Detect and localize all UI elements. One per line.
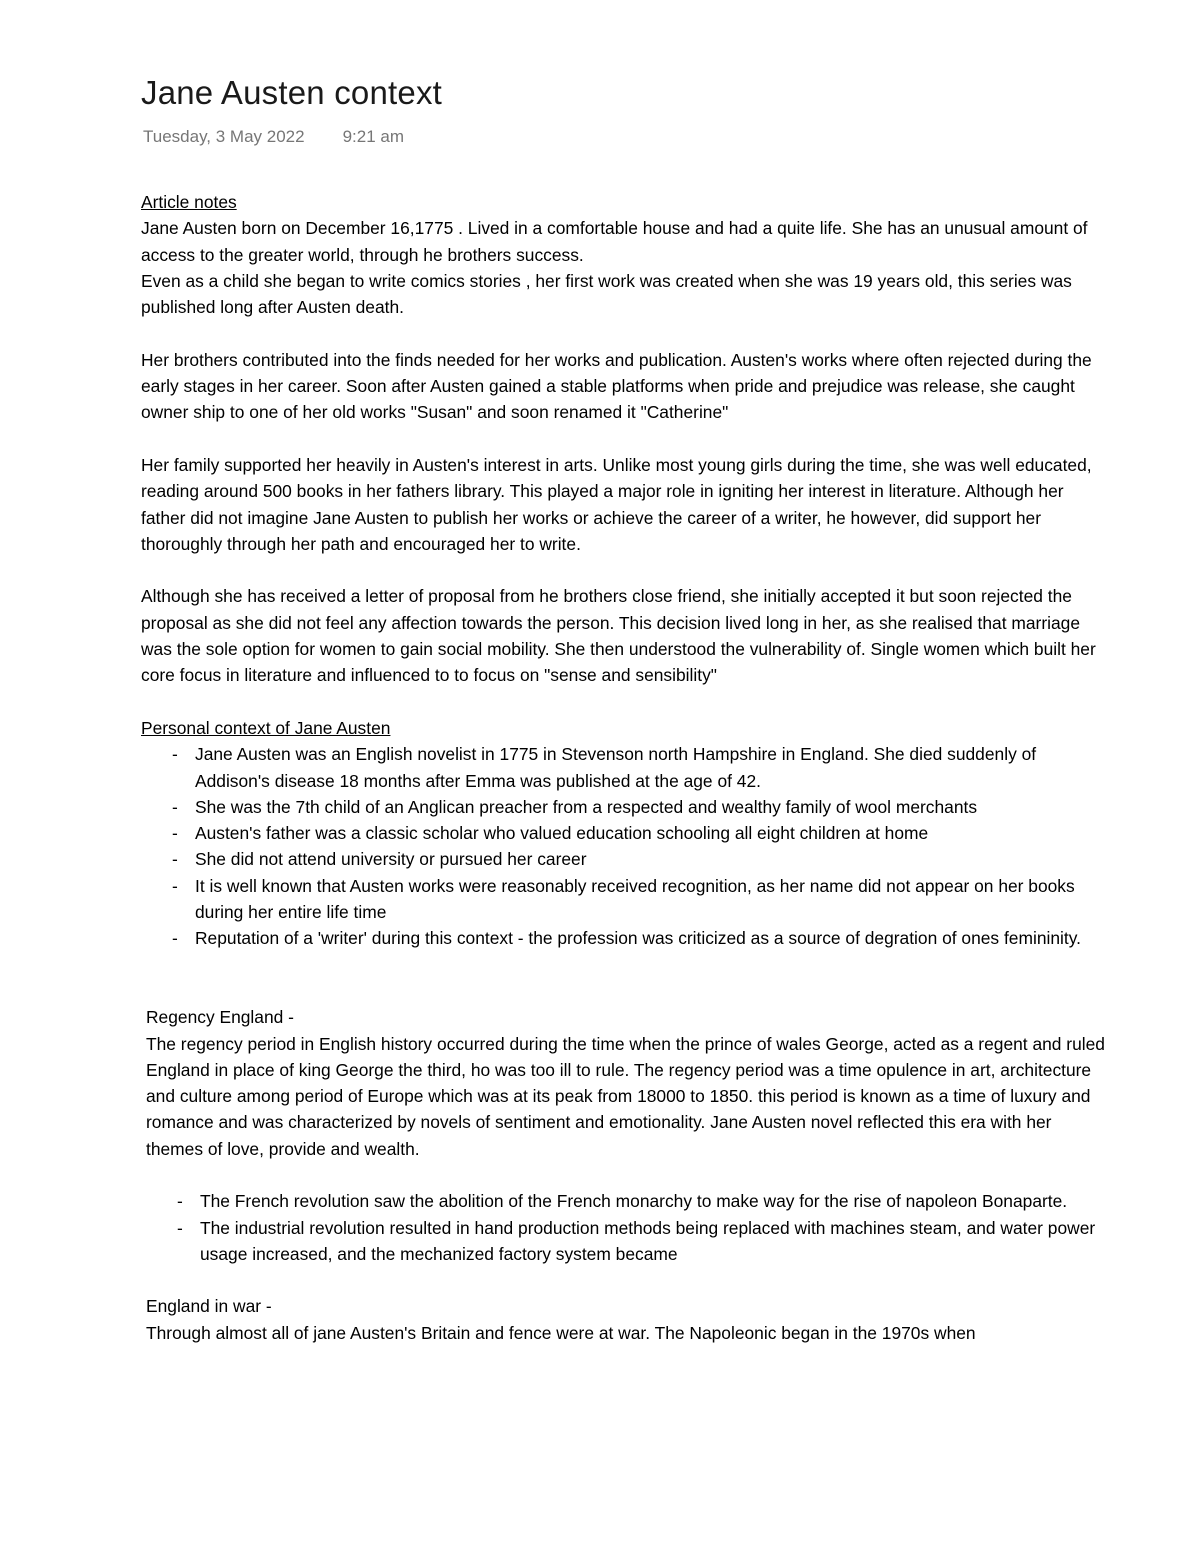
- war-paragraph: Through almost all of jane Austen's Britain and fence were at war. The Napoleonic began in the 1970s when: [146, 1322, 976, 1343]
- list-item: - The French revolution saw the abolition of the French monarchy to make way for the rise of napoleon Bonaparte.: [200, 1188, 1111, 1214]
- spacer: [141, 320, 1111, 346]
- spacer: [141, 557, 1111, 583]
- regency-section: [141, 1004, 1111, 1346]
- article-notes-paragraph: Even as a child she began to write comics stories , her first work was created when she was 19 years old, this series was published long after Austen death.: [141, 270, 1072, 318]
- regency-paragraph: The regency period in English history occurred during the time when the prince of wales George, acted as a regent and ruled England in place of king George the third, ho was too ill to rule. The regency period was a time opulence in art, architecture and culture among period of Europe which was at its peak from 18000 to 1850. this period is known as a time of luxury and romance and was characterized by novels of sentiment and emotionality. Jane Austen novel reflected this era with her themes of love, provide and wealth.: [146, 1033, 1105, 1159]
- note-body: [141, 189, 1111, 1346]
- regency-list: [146, 1188, 1111, 1267]
- spacer: [141, 952, 1111, 1005]
- personal-context-heading: Personal context of Jane Austen: [141, 717, 391, 738]
- spacer: [146, 1267, 1111, 1293]
- spacer: [146, 1162, 1111, 1188]
- list-item: - She did not attend university or pursued her career: [195, 846, 1111, 872]
- list-item: - She was the 7th child of an Anglican preacher from a respected and wealthy family of wool merchants: [195, 794, 1111, 820]
- article-notes-paragraph: Although she has received a letter of proposal from he brothers close friend, she initially accepted it but soon rejected the proposal as she did not feel any affection towards the person. This decision lived long in her, as she realised that marriage was the sole option for women to gain social mobility. She then understood the vulnerability of. Single women which built her core focus in literature and influenced to to focus on "sense and sensibility": [141, 586, 1096, 686]
- personal-context-list: [141, 741, 1111, 951]
- spacer: [141, 426, 1111, 452]
- regency-heading: Regency England -: [146, 1007, 294, 1028]
- article-notes-heading: Article notes: [141, 192, 237, 212]
- list-item: - Jane Austen was an English novelist in 1775 in Stevenson north Hampshire in England. She died suddenly of Addison's disease 18 months after Emma was published at the age of 42.: [195, 741, 1111, 794]
- date-line: [143, 127, 404, 147]
- list-item: - Austen's father was a classic scholar who valued education schooling all eight children at home: [195, 820, 1111, 846]
- war-heading: England in war -: [146, 1296, 272, 1317]
- list-item: - It is well known that Austen works were reasonably received recognition, as her name did not appear on her books during her entire life time: [195, 873, 1111, 926]
- list-item: - Reputation of a 'writer' during this context - the profession was criticized as a source of degration of ones femininity.: [195, 925, 1111, 951]
- page-title: Jane Austen context: [141, 74, 443, 111]
- article-notes-paragraph: Her brothers contributed into the finds needed for her works and publication. Austen's works where often rejected during the early stages in her career. Soon after Austen gained a stable platforms when pride and prejudice was release, she caught owner ship to one of her old works "Susan" and soon renamed it "Catherine": [141, 349, 1092, 423]
- spacer: [141, 689, 1111, 715]
- date-text: Tuesday, 3 May 2022: [143, 127, 305, 146]
- article-notes-paragraph: Her family supported her heavily in Austen's interest in arts. Unlike most young girls during the time, she was well educated, reading around 500 books in her fathers library. This played a major role in igniting her interest in literature. Although her father did not imagine Jane Austen to publish her works or achieve the career of a writer, he however, did support her thoroughly through her path and encouraged her to write.: [141, 454, 1092, 554]
- article-notes-paragraph: Jane Austen born on December 16,1775 . Lived in a comfortable house and had a quite life. She has an unusual amount of access to the greater world, through he brothers success.: [141, 218, 1088, 265]
- time-text: 9:21 am: [342, 127, 405, 146]
- list-item: - The industrial revolution resulted in hand production methods being replaced with machines steam, and water power usage increased, and the mechanized factory system became: [200, 1215, 1111, 1268]
